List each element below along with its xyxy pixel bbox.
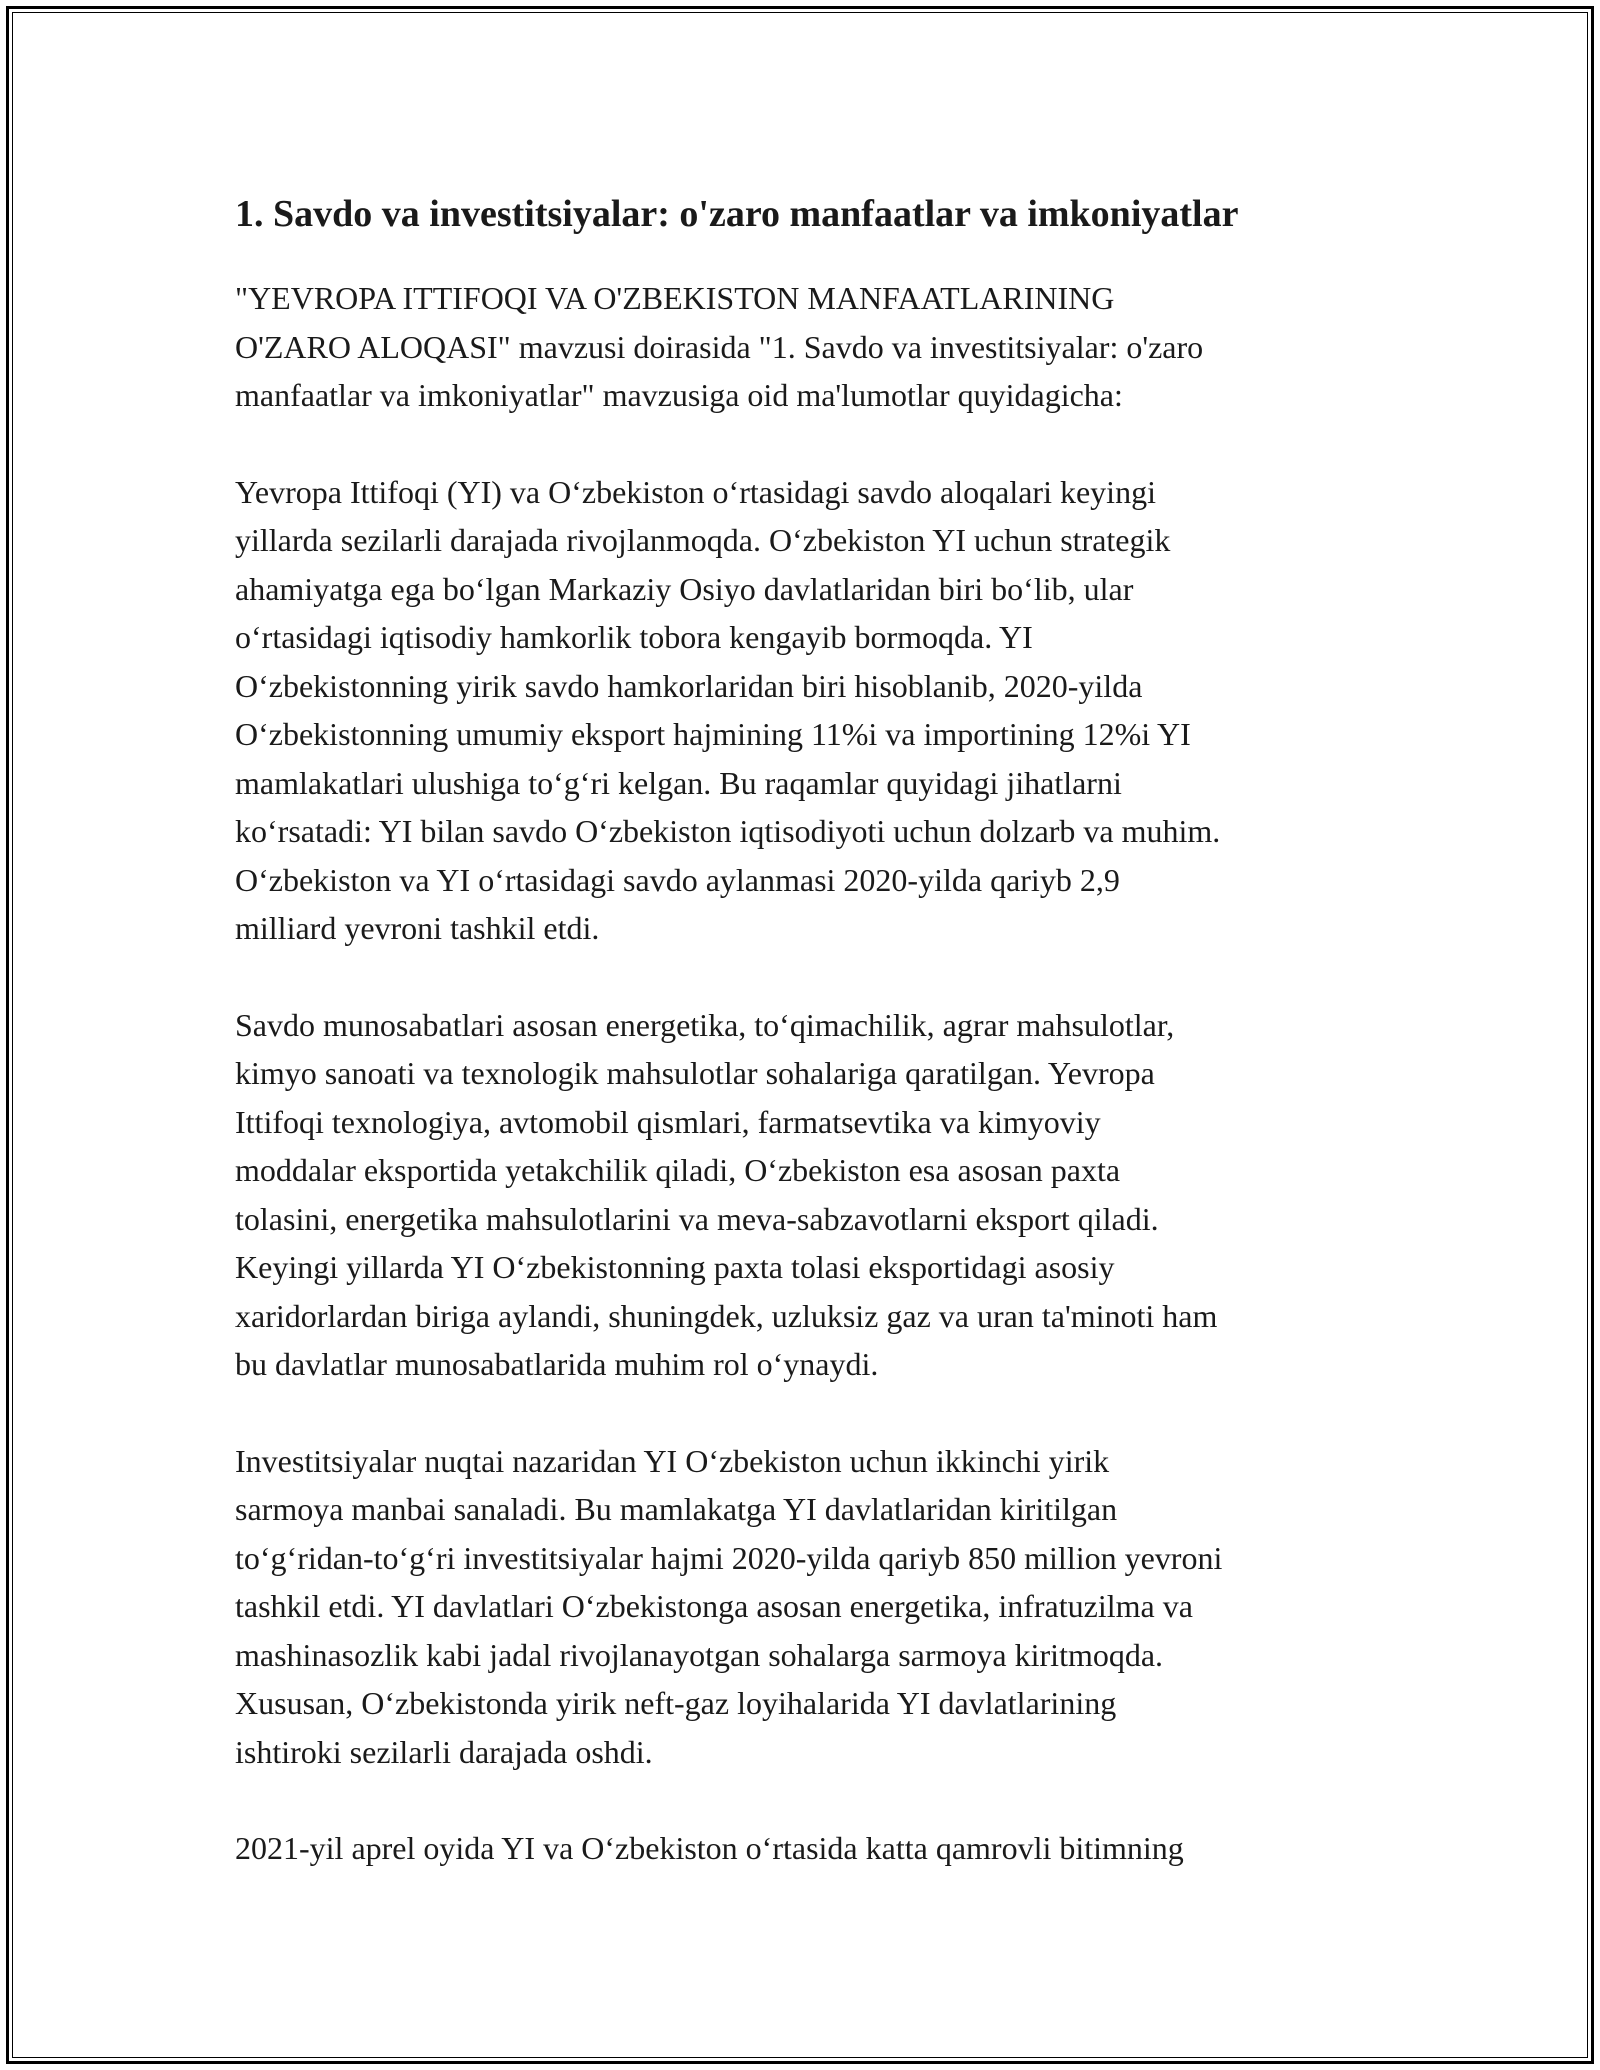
paragraph-investments: Investitsiyalar nuqtai nazaridan YI Oʻzbekiston uchun ikkinchi yirik sarmoya manbai sanaladi. Bu mamlakatga YI davlatlaridan kiritilgan toʻgʻridan-toʻgʻri investitsiyalar hajmi 2020-yilda qariyb 850 million yevroni tashkil etdi. YI davlatlari Oʻzbekistonga asosan energetika, infratuzilma va mashinasozlik kabi jadal rivojlanayotgan sohalarga sarmoya kiritmoqda. Xususan, Oʻzbekistonda yirik neft-gaz loyihalarida YI davlatlarining ishtiroki sezilarli darajada oshdi. xyxy=(235,1442,1223,1770)
paragraph-agreement: 2021-yil aprel oyida YI va Oʻzbekiston oʻrtasida katta qamrovli bitimning xyxy=(235,1830,1184,1866)
paragraph-intro: "YEVROPA ITTIFOQI VA O'ZBEKISTON MANFAATLARINING O'ZARO ALOQASI" mavzusi doirasida "1. Savdo va investitsiyalar: o'zaro manfaatlar va imkoniyatlar" mavzusiga oid ma'lumotlar quyidagicha: xyxy=(235,280,1204,413)
document-body xyxy=(235,186,1395,1921)
paragraph-trade-sectors: Savdo munosabatlari asosan energetika, toʻqimachilik, agrar mahsulotlar, kimyo sanoati va texnologik mahsulotlar sohalariga qaratilgan. Yevropa Ittifoqi texnologiya, avtomobil qismlari, farmatsevtika va kimyoviy moddalar eksportida yetakchilik qiladi, Oʻzbekiston esa asosan paxta tolasini, energetika mahsulotlarini va meva-sabzavotlarni eksport qiladi. Keyingi yillarda YI Oʻzbekistonning paxta tolasi eksportidagi asosiy xaridorlardan biriga aylandi, shuningdek, uzluksiz gaz va uran ta'minoti ham bu davlatlar munosabatlarida muhim rol oʻynaydi. xyxy=(235,1006,1218,1382)
paragraph-trade-relations: Yevropa Ittifoqi (YI) va Oʻzbekiston oʻrtasidagi savdo aloqalari keyingi yillarda sezilarli darajada rivojlanmoqda. Oʻzbekiston YI uchun strategik ahamiyatga ega boʻlgan Markaziy Osiyo davlatlaridan biri boʻlib, ular oʻrtasidagi iqtisodiy hamkorlik tobora kengayib bormoqda. YI Oʻzbekistonning yirik savdo hamkorlaridan biri hisoblanib, 2020-yilda Oʻzbekistonning umumiy eksport hajmining 11%i va importining 12%i YI mamlakatlari ulushiga toʻgʻri kelgan. Bu raqamlar quyidagi jihatlarni koʻrsatadi: YI bilan savdo Oʻzbekiston iqtisodiyoti uchun dolzarb va muhim. Oʻzbekiston va YI oʻrtasidagi savdo aylanmasi 2020-yilda qariyb 2,9 milliard yevroni tashkil etdi. xyxy=(235,473,1221,946)
document-title: 1. Savdo va investitsiyalar: o'zaro manfaatlar va imkoniyatlar xyxy=(235,193,1239,235)
